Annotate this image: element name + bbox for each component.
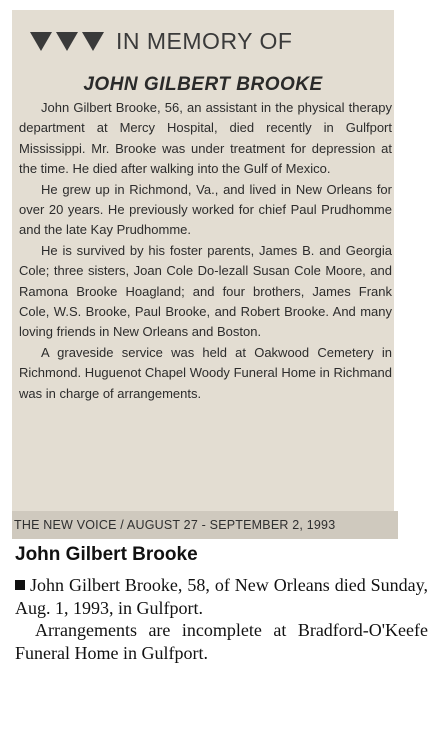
source-line: THE NEW VOICE / AUGUST 27 - SEPTEMBER 2, 1993	[14, 518, 336, 532]
death-notice-paragraph-1-text: John Gilbert Brooke, 58, of New Orleans died Sunday, Aug. 1, 1993, in Gulfport.	[15, 575, 428, 618]
memorial-clipping-new-voice	[12, 10, 394, 534]
source-line-bar	[12, 511, 398, 539]
obituary-name-heading: JOHN GILBERT BROOKE	[83, 74, 323, 95]
obituary-paragraph-3: He is survived by his foster parents, James B. and Georgia Cole; three sisters, Joan Cole Do-lezall Susan Cole Moore, and Ramona Brooke Hoagland; and four brothers, James Frank Cole, W.S. Brooke, Paul Brooke, and Robert Brooke. And many loving friends in New Orleans and Boston.	[19, 242, 392, 340]
triangle-icon	[56, 32, 78, 51]
obituary-paragraph-4: A graveside service was held at Oakwood Cemetery in Richmond. Huguenot Chapel Woody Funeral Home in Richmand was in charge of arrangements.	[19, 344, 392, 401]
obituary-paragraph-2: He grew up in Richmond, Va., and lived in New Orleans for over 20 years. He previously worked for chief Paul Prudhomme and the late Kay Prudhomme.	[19, 181, 392, 238]
square-bullet-icon	[15, 580, 25, 590]
triangle-ornaments	[30, 32, 108, 51]
memory-header	[30, 24, 292, 58]
memory-title: IN MEMORY OF	[116, 27, 293, 54]
triangle-icon	[30, 32, 52, 51]
death-notice-paragraph-1	[15, 574, 428, 619]
triangle-icon	[82, 32, 104, 51]
death-notice-clipping	[0, 540, 440, 740]
obituary-paragraph-1: John Gilbert Brooke, 56, an assistant in the physical therapy department at Mercy Hospital, died recently in Gulfport Mississippi. Mr. Brooke was under treatment for depression at the time. He died after walking into the Gulf of Mexico.	[19, 100, 392, 177]
death-notice-name-heading: John Gilbert Brooke	[15, 544, 198, 565]
obituary-body	[19, 98, 392, 404]
death-notice-paragraph-2: Arrangements are incomplete at Bradford-O'Keefe Funeral Home in Gulfport.	[15, 620, 428, 663]
death-notice-body	[15, 574, 428, 664]
